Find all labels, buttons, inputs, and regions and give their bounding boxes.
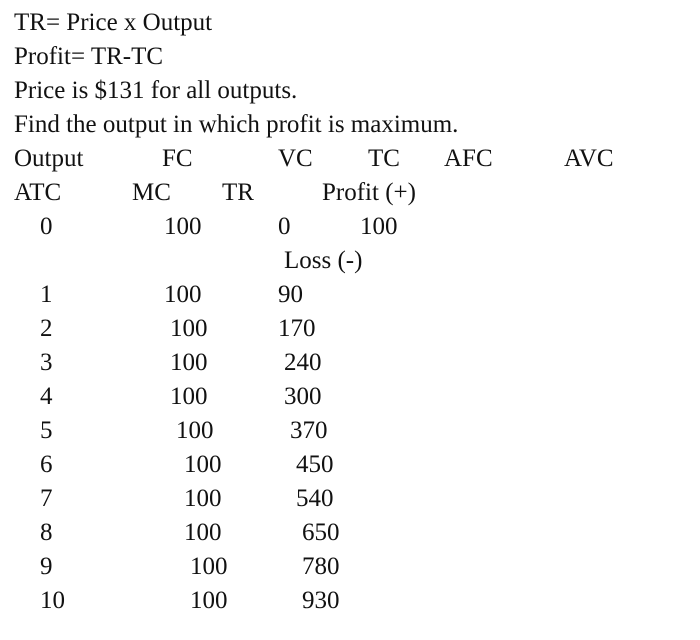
row-5-vc: 370 <box>290 417 328 444</box>
row-10-output: 10 <box>40 587 65 614</box>
header-atc: ATC <box>14 179 62 206</box>
row-5-fc: 100 <box>176 417 214 444</box>
row-2-output: 2 <box>40 315 53 342</box>
row-10-fc: 100 <box>190 587 228 614</box>
row-5-output: 5 <box>40 417 53 444</box>
price-statement: Price is $131 for all outputs. <box>14 77 298 104</box>
row-9-fc: 100 <box>190 553 228 580</box>
row-0-vc: 0 <box>278 213 291 240</box>
row-3-fc: 100 <box>170 349 208 376</box>
header-tc: TC <box>368 145 400 172</box>
row-0-output: 0 <box>40 213 53 240</box>
row-10-vc: 930 <box>302 587 340 614</box>
header-fc: FC <box>162 145 193 172</box>
row-1-fc: 100 <box>164 281 202 308</box>
row-3-output: 3 <box>40 349 53 376</box>
row-2-fc: 100 <box>170 315 208 342</box>
header-profit: Profit (+) <box>322 179 416 206</box>
row-1-vc: 90 <box>278 281 303 308</box>
header-output: Output <box>14 145 84 172</box>
row-6-output: 6 <box>40 451 53 478</box>
row-6-vc: 450 <box>296 451 334 478</box>
row-4-vc: 300 <box>284 383 322 410</box>
row-6-fc: 100 <box>184 451 222 478</box>
question-text: Find the output in which profit is maximum. <box>14 111 459 138</box>
header-loss: Loss (-) <box>284 247 363 274</box>
row-1-output: 1 <box>40 281 53 308</box>
row-8-fc: 100 <box>184 519 222 546</box>
header-avc: AVC <box>564 145 614 172</box>
row-7-fc: 100 <box>184 485 222 512</box>
row-2-vc: 170 <box>278 315 316 342</box>
row-7-output: 7 <box>40 485 53 512</box>
row-0-tc: 100 <box>360 213 398 240</box>
header-mc: MC <box>132 179 171 206</box>
row-9-vc: 780 <box>302 553 340 580</box>
row-8-vc: 650 <box>302 519 340 546</box>
row-4-fc: 100 <box>170 383 208 410</box>
row-0-fc: 100 <box>164 213 202 240</box>
row-3-vc: 240 <box>284 349 322 376</box>
row-8-output: 8 <box>40 519 53 546</box>
header-vc: VC <box>278 145 313 172</box>
header-afc: AFC <box>444 145 493 172</box>
header-tr: TR <box>222 179 254 206</box>
formula-profit: Profit= TR-TC <box>14 43 164 70</box>
row-4-output: 4 <box>40 383 53 410</box>
row-9-output: 9 <box>40 553 53 580</box>
row-7-vc: 540 <box>296 485 334 512</box>
formula-tr: TR= Price x Output <box>14 9 213 36</box>
